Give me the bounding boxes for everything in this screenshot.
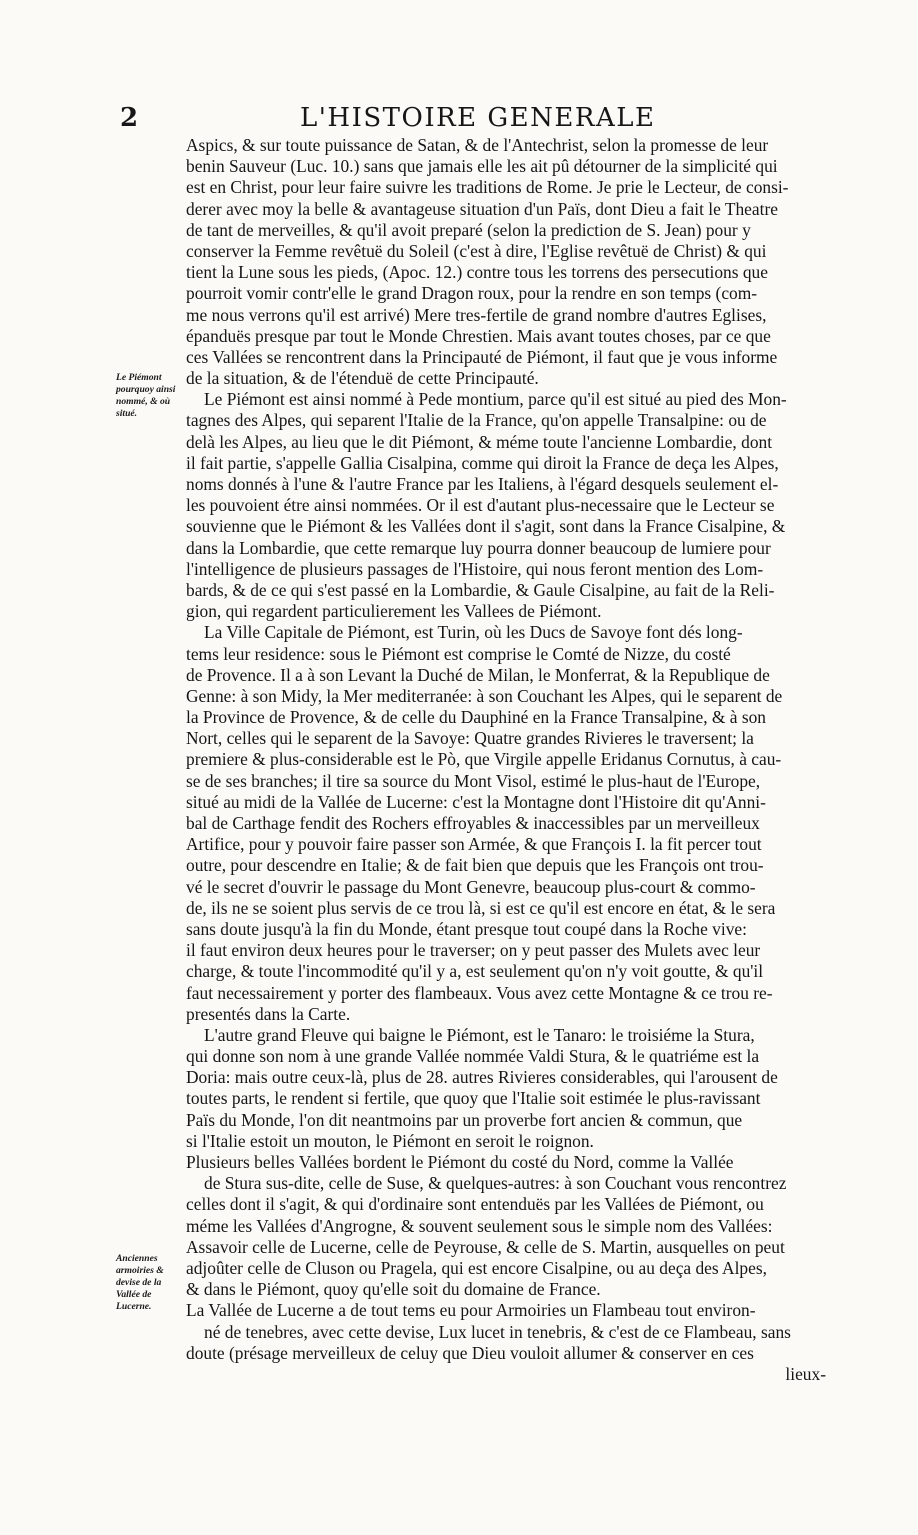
text-line: premiere & plus-considerable est le Pò, que Virgile appelle Eridanus Cornutus, à cau- xyxy=(186,749,782,770)
text-line: sans doute jusqu'à la fin du Monde, étant presque tout coupé dans la Roche vive: xyxy=(186,918,747,939)
text-line: tient la Lune sous les pieds, (Apoc. 12.) contre tous les torrens des persecutions que xyxy=(186,262,768,283)
text-line: si l'Italie estoit un mouton, le Piémont en seroit le roignon. xyxy=(186,1130,594,1151)
text-line: gion, qui regardent particulierement les Vallees de Piémont. xyxy=(186,601,602,622)
text-line: bal de Carthage fendit des Rochers effroyables & inaccessibles par un merveilleux xyxy=(186,813,760,833)
text-line: bards, & de ce qui s'est passé en la Lombardie, & Gaule Cisalpine, au fait de la Reli- xyxy=(186,579,775,600)
text-line: lieux- xyxy=(785,1363,826,1384)
text-line: il faut environ deux heures pour le traverser; on y peut passer des Mulets avec leur xyxy=(186,940,761,961)
text-line: est en Christ, pour leur faire suivre les traditions de Rome. Je prie le Lecteur, de consi- xyxy=(186,177,789,198)
text-line: derer avec moy la belle & avantageuse situation d'un Païs, dont Dieu a fait le Theatre xyxy=(186,198,778,219)
text-line: les pouvoient étre ainsi nommées. Or il est d'autant plus-necessaire que le Lecteur se xyxy=(186,495,775,516)
text-line: celles dont il s'agit, & qui d'ordinaire sont entenduës par les Vallées de Piémont, ou xyxy=(186,1194,764,1215)
text-line: né de tenebres, avec cette devise, Lux lucet in tenebris, & c'est de ce Flambeau, sans xyxy=(204,1321,791,1342)
text-line: situé au midi de la Vallée de Lucerne: c'est la Montagne dont l'Histoire dit qu'Anni- xyxy=(186,791,766,812)
text-line: presentés dans la Carte. xyxy=(186,1003,351,1024)
text-line: de Provence. Il a à son Levant la Duché de Milan, le Monferrat, & la Republique de xyxy=(186,664,770,685)
text-line: doute (présage merveilleux de celuy que Dieu vouloit allumer & conserver en ces xyxy=(186,1342,754,1363)
text-line: Assavoir celle de Lucerne, celle de Peyrouse, & celle de S. Martin, ausquelles on peut xyxy=(186,1236,785,1257)
running-title: L'HISTOIRE GENERALE xyxy=(300,103,656,133)
text-line: l'intelligence de plusieurs passages de l'Histoire, qui nous feront mention des Lom- xyxy=(186,558,764,579)
text-line: Doria: mais outre ceux-là, plus de 28. autres Rivieres considerables, qui l'arousent de xyxy=(186,1067,778,1088)
text-line: noms donnés à l'une & l'autre France par les Italiens, à l'égard desquels seulement el- xyxy=(186,474,779,494)
text-line: de, ils ne se soient plus servis de ce trou là, si est ce qu'il est encore en état, & le sera xyxy=(186,897,776,918)
text-line: adjoûter celle de Cluson ou Pragela, qui est encore Cisalpine, ou au deça des Alpes, xyxy=(186,1257,767,1278)
text-line: épanduës presque par tout le Monde Chrestien. Mais avant toutes choses, par ce que xyxy=(186,325,771,346)
text-line: me nous verrons qu'il est arrivé) Mere tres-fertile de grand nombre d'autres Eglises, xyxy=(186,304,767,325)
text-line: se de ses branches; il tire sa source du Mont Visol, estimé le plus-haut de l'Europe, xyxy=(186,770,761,791)
page-number: 2 xyxy=(120,103,139,133)
text-line: tagnes des Alpes, qui separent l'Italie de la France, qu'on appelle Transalpine: ou de xyxy=(186,410,767,431)
text-line: faut necessairement y porter des flambeaux. Vous avez cette Montagne & ce trou re- xyxy=(186,982,773,1003)
text-line: Genne: à son Midy, la Mer mediterranée: à son Couchant les Alpes, qui le separent de xyxy=(186,685,783,706)
text-line: dans la Lombardie, que cette remarque luy pourra donner beaucoup de lumiere pour xyxy=(186,537,771,558)
text-line: la Province de Provence, & de celle du Dauphiné en la France Transalpine, & à son xyxy=(186,707,767,728)
text-line: souvienne que le Piémont & les Vallées dont il s'agit, sont dans la France Cisalpine, & xyxy=(186,516,786,537)
text-line: L'autre grand Fleuve qui baigne le Piémont, est le Tanaro: le troisiéme la Stura, xyxy=(204,1024,755,1045)
margin-note: Le Piémont pourquoy ainsi nommé, & où situé. xyxy=(116,372,176,419)
text-line: & dans le Piémont, quoy qu'elle soit du domaine de France. xyxy=(186,1279,601,1300)
text-line: toutes parts, le rendent si fertile, que quoy que l'Italie soit estimée le plus-ravissant xyxy=(186,1088,761,1109)
text-line: de tant de merveilles, & qu'il avoit preparé (selon la prediction de S. Jean) pour y xyxy=(186,219,751,240)
margin-note: Anciennes armoiries & devise de la Vallée de Lucerne. xyxy=(116,1253,164,1312)
text-line: outre, pour descendre en Italie; & de fait bien que depuis que les François ont trou- xyxy=(186,855,764,876)
page-header xyxy=(0,103,918,137)
text-line: delà les Alpes, au lieu que le dit Piémont, & méme toute l'ancienne Lombardie, dont xyxy=(186,431,773,452)
text-line: Aspics, & sur toute puissance de Satan, & de l'Antechrist, selon la promesse de leur xyxy=(186,135,769,155)
text-line: vé le secret d'ouvrir le passage du Mont Genevre, beaucoup plus-court & commo- xyxy=(186,876,756,897)
text-line: pourroit vomir contr'elle le grand Dragon roux, pour la rendre en son temps (com- xyxy=(186,283,758,304)
text-line: Artifice, pour y pouvoir faire passer son Armée, & que François I. la fit percer tout xyxy=(186,834,762,855)
text-line: de la situation, & de l'étenduë de cette Principauté. xyxy=(186,368,539,389)
text-line: charge, & toute l'incommodité qu'il y a, est seulement qu'on n'y voit goutte, & qu'il xyxy=(186,961,764,982)
text-line: Le Piémont est ainsi nommé à Pede montium, parce qu'il est situé au pied des Mon- xyxy=(204,389,787,410)
text-line: de Stura sus-dite, celle de Suse, & quelques-autres: à son Couchant vous rencontrez xyxy=(204,1173,787,1194)
text-line: ces Vallées se rencontrent dans la Principauté de Piémont, il faut que je vous informe xyxy=(186,346,778,367)
text-line: conserver la Femme revêtuë du Soleil (c'est à dire, l'Eglise revêtuë de Christ) & qui xyxy=(186,240,767,261)
text-line: benin Sauveur (Luc. 10.) sans que jamais elle les ait pû détourner de la simplicité qui xyxy=(186,156,778,177)
text-line: qui donne son nom à une grande Vallée nommée Valdi Stura, & le quatriéme est la xyxy=(186,1046,760,1067)
text-line: Nort, celles qui le separent de la Savoye: Quatre grandes Rivieres le traversent; la xyxy=(186,728,754,749)
text-line: La Vallée de Lucerne a de tout tems eu pour Armoiries un Flambeau tout environ- xyxy=(186,1300,756,1321)
body-text xyxy=(186,135,826,1385)
text-line: La Ville Capitale de Piémont, est Turin, où les Ducs de Savoye font dés long- xyxy=(204,622,743,643)
text-line: tems leur residence: sous le Piémont est comprise le Comté de Nizze, du costé xyxy=(186,643,731,664)
text-line: Païs du Monde, l'on dit neantmoins par un proverbe fort ancien & commun, que xyxy=(186,1109,743,1130)
text-line: Plusieurs belles Vallées bordent le Piémont du costé du Nord, comme la Vallée xyxy=(186,1152,734,1172)
text-line: il fait partie, s'appelle Gallia Cisalpina, comme qui diroit la France de deça les Alpes, xyxy=(186,452,779,473)
text-line: méme les Vallées d'Angrogne, & souvent seulement sous le simple nom des Vallées: xyxy=(186,1215,773,1236)
